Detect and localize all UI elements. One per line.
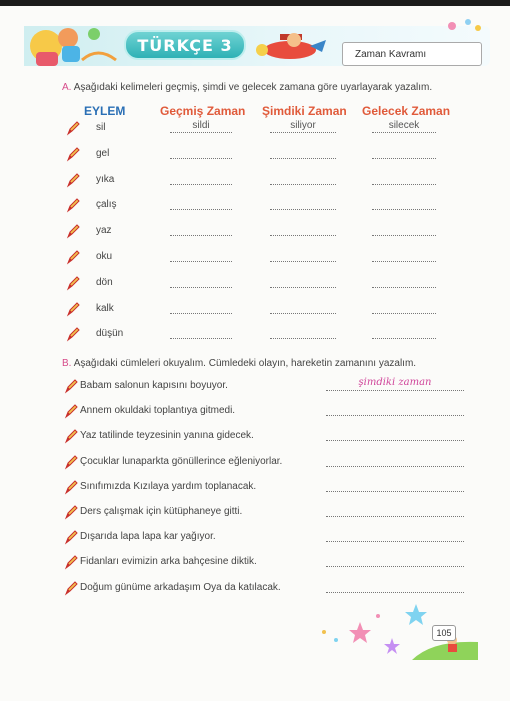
header-banner	[24, 16, 490, 70]
future-blank[interactable]	[372, 235, 436, 236]
verb-row	[66, 275, 446, 295]
pencil-icon	[66, 172, 80, 188]
pencil-icon	[66, 249, 80, 265]
sentence-row	[64, 428, 464, 446]
section-b-instruction	[62, 358, 416, 369]
present-blank[interactable]	[270, 158, 336, 159]
section-a-letter: A.	[62, 82, 72, 93]
sentence-text: Doğum günüme arkadaşım Oya da katılacak.	[80, 581, 281, 593]
past-blank[interactable]	[170, 235, 232, 236]
past-blank[interactable]	[170, 338, 232, 339]
present-blank[interactable]	[270, 287, 336, 288]
section-a-instruction	[62, 82, 432, 93]
past-blank[interactable]	[170, 132, 232, 133]
present-blank[interactable]	[270, 338, 336, 339]
column-header-verb: EYLEM	[84, 104, 126, 118]
past-blank[interactable]	[170, 287, 232, 288]
future-blank[interactable]	[372, 313, 436, 314]
verb-label: oku	[96, 251, 113, 262]
pencil-icon	[66, 275, 80, 291]
past-blank[interactable]	[170, 184, 232, 185]
sentence-text: Annem okuldaki toplantıya gitmedi.	[80, 405, 236, 417]
pencil-icon	[64, 454, 78, 470]
present-answer: siliyor	[290, 120, 316, 131]
answer-blank[interactable]	[326, 566, 464, 567]
future-blank[interactable]	[372, 209, 436, 210]
present-blank[interactable]	[270, 209, 336, 210]
pencil-icon	[66, 146, 80, 162]
verb-row	[66, 120, 446, 140]
kids-illustration-icon	[24, 16, 124, 70]
sentence-text: Babam salonun kapısını boyuyor.	[80, 380, 228, 391]
column-header-past: Geçmiş Zaman	[160, 104, 246, 118]
verb-row	[66, 301, 446, 321]
sentence-row	[64, 403, 464, 421]
sentence-text: Yaz tatilinde teyzesinin yanına gidecek.	[80, 430, 254, 442]
answer-blank[interactable]	[326, 466, 464, 467]
sentence-row	[64, 554, 464, 572]
present-blank[interactable]	[270, 261, 336, 262]
sentence-row	[64, 529, 464, 547]
future-blank[interactable]	[372, 261, 436, 262]
sentence-row	[64, 580, 464, 598]
future-blank[interactable]	[372, 287, 436, 288]
scan-edge	[0, 0, 510, 6]
verb-label: dön	[96, 276, 113, 288]
present-blank[interactable]	[270, 235, 336, 236]
verb-row	[66, 326, 446, 346]
pencil-icon	[66, 120, 80, 136]
future-blank[interactable]	[372, 338, 436, 339]
verb-row	[66, 197, 446, 217]
answer-blank[interactable]	[326, 491, 464, 492]
future-answer: silecek	[388, 120, 420, 131]
verb-label: düşün	[96, 328, 124, 340]
verb-label: yaz	[96, 225, 112, 237]
verb-row	[66, 249, 446, 269]
answer-blank[interactable]	[326, 390, 464, 391]
sentence-answer: şimdiki zaman	[358, 377, 432, 388]
sentence-text: Sınıfımızda Kızılaya yardım toplanacak.	[80, 480, 257, 492]
pencil-icon	[66, 223, 80, 239]
section-b-text: Aşağıdaki cümleleri okuyalım. Cümledeki olayın, hareketin zamanını yazalım.	[73, 358, 417, 369]
future-blank[interactable]	[372, 158, 436, 159]
present-blank[interactable]	[270, 184, 336, 185]
subject-title: TÜRKÇE 3	[124, 30, 246, 60]
pencil-icon	[64, 554, 78, 570]
verb-label: gel	[96, 147, 110, 159]
star-icon	[444, 16, 484, 36]
answer-blank[interactable]	[326, 415, 464, 416]
future-blank[interactable]	[372, 184, 436, 185]
section-b-letter: B.	[62, 358, 72, 369]
sentence-row	[64, 504, 464, 522]
verb-row	[66, 223, 446, 243]
present-blank[interactable]	[270, 132, 336, 133]
pencil-icon	[66, 301, 80, 317]
column-header-present: Şimdiki Zaman	[262, 104, 347, 118]
sentence-text: Çocuklar lunaparkta gönüllerince eğleniyorlar.	[80, 455, 283, 467]
pencil-icon	[64, 479, 78, 495]
answer-blank[interactable]	[326, 541, 464, 542]
future-blank[interactable]	[372, 132, 436, 133]
sentence-row	[64, 479, 464, 497]
sentence-row	[64, 378, 464, 396]
verb-label: çalış	[96, 199, 117, 211]
pencil-icon	[64, 580, 78, 596]
sentence-text: Ders çalışmak için kütüphaneye gitti.	[80, 506, 243, 517]
column-header-future: Gelecek Zaman	[362, 104, 451, 118]
answer-blank[interactable]	[326, 440, 464, 441]
pencil-icon	[64, 378, 78, 394]
verb-label: yıka	[96, 173, 115, 185]
sentence-text: Fidanları evimizin arka bahçesine diktik.	[80, 556, 257, 568]
section-a-text: Aşağıdaki kelimeleri geçmiş, şimdi ve gelecek zamana göre uyarlayarak yazalım.	[73, 82, 433, 93]
airplane-kid-icon	[250, 22, 330, 66]
sentence-text: Dışarıda lapa lapa kar yağıyor.	[80, 531, 216, 543]
pencil-icon	[64, 403, 78, 419]
past-blank[interactable]	[170, 261, 232, 262]
past-blank[interactable]	[170, 313, 232, 314]
verb-row	[66, 172, 446, 192]
pencil-icon	[64, 428, 78, 444]
answer-blank[interactable]	[326, 592, 464, 593]
pencil-icon	[64, 529, 78, 545]
pencil-icon	[66, 326, 80, 342]
page-number: 105	[432, 625, 456, 641]
pencil-icon	[66, 197, 80, 213]
present-blank[interactable]	[270, 313, 336, 314]
answer-blank[interactable]	[326, 516, 464, 517]
sentence-row	[64, 454, 464, 472]
pencil-icon	[64, 504, 78, 520]
past-blank[interactable]	[170, 209, 232, 210]
past-blank[interactable]	[170, 158, 232, 159]
verb-label: sil	[96, 122, 106, 133]
past-answer: sildi	[192, 120, 210, 131]
verb-row	[66, 146, 446, 166]
verb-label: kalk	[96, 302, 114, 314]
topic-label: Zaman Kavramı	[342, 42, 482, 66]
